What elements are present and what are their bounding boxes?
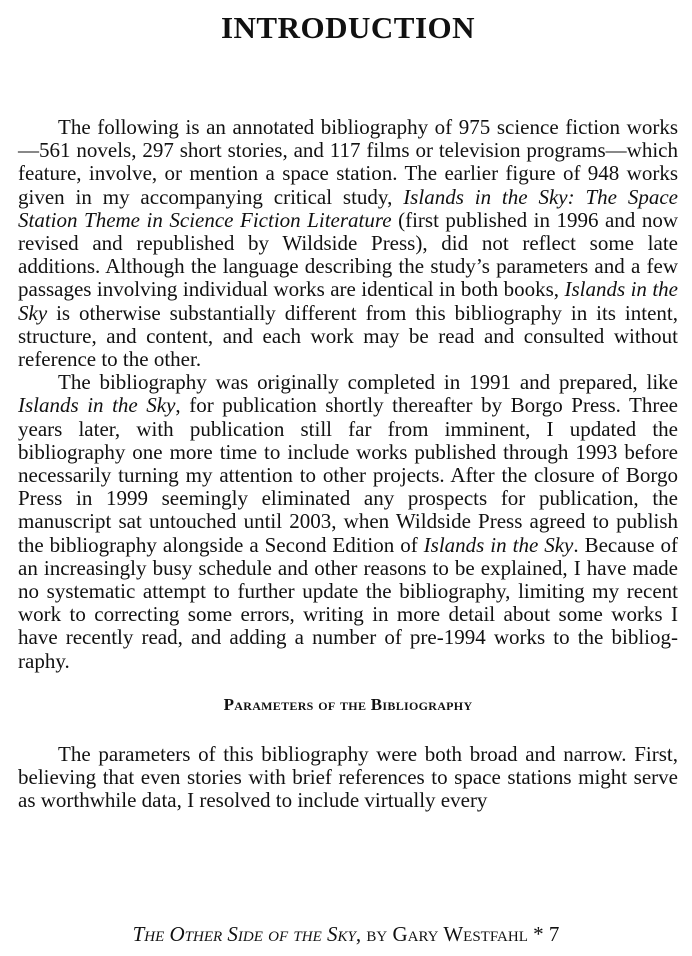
footer-by: , by [355,922,393,946]
footer-page-number: * 7 [527,922,560,946]
paragraph-2 [18,371,678,673]
paragraph-1-title-italic-2: Islands in the Sky [18,277,678,325]
paragraph-2-text-e: . Because of an increasingly busy schedule and other reasons to be explained, I have made no systematic attempt to further update the bibliography, limiting my recent work to correcting some errors, writing in more detail about some works I have recently read, and adding a number of pre-1994 works to the bibliography. [18,532,679,673]
footer-author: Gary Westfahl [392,922,528,946]
paragraph-2-title-italic: Islands in the Sky [18,393,176,418]
page-footer [0,922,692,947]
footer-book-title: The Other Side of the Sky [132,922,356,946]
section-heading: Parameters of the Bibliography [223,694,473,714]
body-text [18,116,678,812]
paragraph-1-title-italic: Islands in the Sky: The Space Station Theme in Science Fiction Literature [18,184,678,232]
paragraph-3: The parameters of this bibliography were both broad and narrow. First, believing that even stories with brief references to space stations might serve as worthwhile data, I resolved to include virtually every [18,741,678,813]
page-title: INTRODUCTION [220,10,476,45]
paragraph-1-text-a: The following is an annotated bibliography of 975 science fiction works—561 novels, 297 short stories, and 117 films or television programs—which feature, involve, or mention a space station. The earlier figure of 948 works given in my accompanying critical study, [18,115,678,209]
paragraph-2-text-a: The bibliography was originally completed in 1991 and prepared, like [58,370,678,395]
document-page [18,0,678,812]
paragraph-1-text-c: (first published in 1996 and now revised and republished by Wildside Press), did not reflect some late additions. Although the language describing the study’s parameters and a few passages involving individual works are identical in both books, [18,207,678,302]
paragraph-2-title-italic-2: Islands in the Sky [423,532,574,557]
paragraph-1-text-e: is otherwise substantially different from this bibliography in its intent, structure, and content, and each work may be read and consulted without reference to the other. [18,300,678,372]
paragraph-1 [18,116,678,371]
paragraph-2-text-c: , for publication shortly thereafter by Borgo Press. Three years later, with publication still far from imminent, I updated the bibliography one more time to include works published through 1993 before necessarily turning my attention to other projects. After the closure of Borgo Press in 1999 seemingly eliminated any prospects for publication, the manuscript sat untouched until 2003, when Wildside Press agreed to publish the bibliography alongside a Second Edition of [18,393,678,557]
